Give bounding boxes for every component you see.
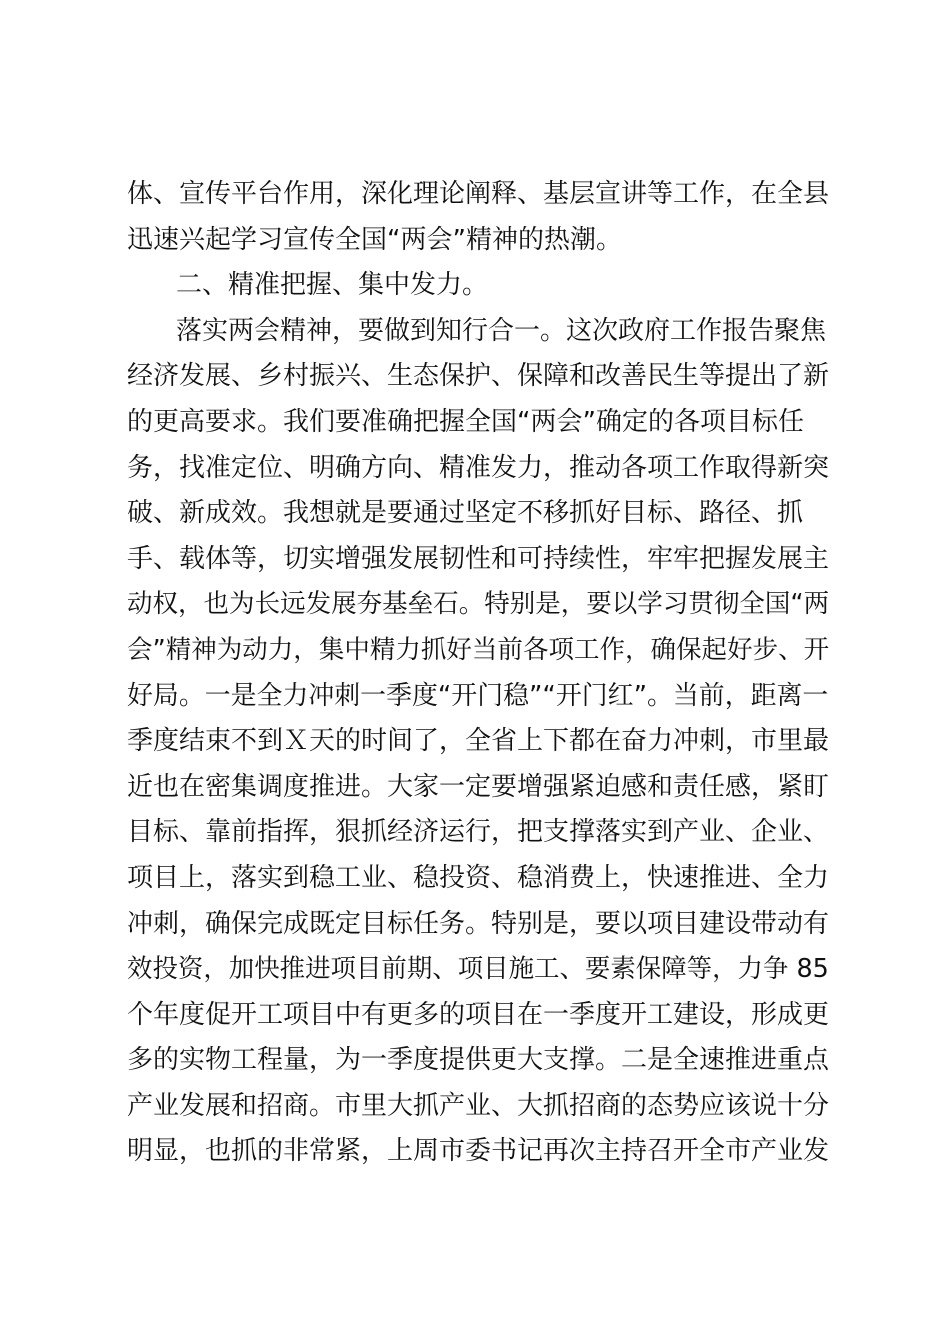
text-line: 破、新成效。我想就是要通过坚定不移抓好目标、路径、抓 — [127, 498, 804, 529]
text-line: 好局。一是全力冲刺一季度“开门稳”“开门红”。当前，距离一 — [127, 680, 829, 711]
text-line: 目标、靠前指挥，狠抓经济运行，把支撑落实到产业、企业、 — [127, 817, 830, 848]
text-line: 效投资，加快推进项目前期、项目施工、要素保障等，力争 85 — [127, 954, 829, 985]
text-line: 迅速兴起学习宣传全国“两会”精神的热潮。 — [127, 224, 622, 255]
text-line: 体、宣传平台作用，深化理论阐释、基层宣讲等工作，在全县 — [127, 179, 830, 209]
text-line: 务，找准定位、明确方向、精准发力，推动各项工作取得新突 — [127, 452, 830, 483]
text-line: 项目上，落实到稳工业、稳投资、稳消费上，快速推进、全力 — [127, 862, 830, 893]
body-text — [127, 172, 829, 1175]
text-line: 近也在密集调度推进。大家一定要增强紧迫感和责任感，紧盯 — [127, 771, 830, 802]
text-line: 明显，也抓的非常紧，上周市委书记再次主持召开全市产业发 — [127, 1136, 830, 1167]
text-line: 会”精神为动力，集中精力抓好当前各项工作，确保起好步、开 — [127, 634, 830, 665]
text-line: 落实两会精神，要做到知行合一。这次政府工作报告聚焦 — [176, 315, 827, 346]
text-line: 多的实物工程量，为一季度提供更大支撑。二是全速推进重点 — [127, 1045, 830, 1076]
text-line: 产业发展和招商。市里大抓产业、大抓招商的态势应该说十分 — [127, 1090, 830, 1121]
text-line: 动权，也为长远发展夯基垒石。特别是，要以学习贯彻全国“两 — [127, 589, 830, 620]
section-heading: 二、精准把握、集中发力。 — [176, 270, 489, 301]
text-line: 手、载体等，切实增强发展韧性和可持续性，牢牢把握发展主 — [127, 543, 830, 574]
text-line: 个年度促开工项目中有更多的项目在一季度开工建设，形成更 — [127, 999, 830, 1030]
text-line: 的更高要求。我们要准确把握全国“两会”确定的各项目标任 — [127, 406, 804, 437]
text-line: 季度结束不到Ｘ天的时间了，全省上下都在奋力冲刺，市里最 — [127, 726, 830, 757]
text-line: 冲刺，确保完成既定目标任务。特别是，要以项目建设带动有 — [127, 908, 830, 939]
text-line: 经济发展、乡村振兴、生态保护、保障和改善民生等提出了新 — [127, 361, 830, 392]
